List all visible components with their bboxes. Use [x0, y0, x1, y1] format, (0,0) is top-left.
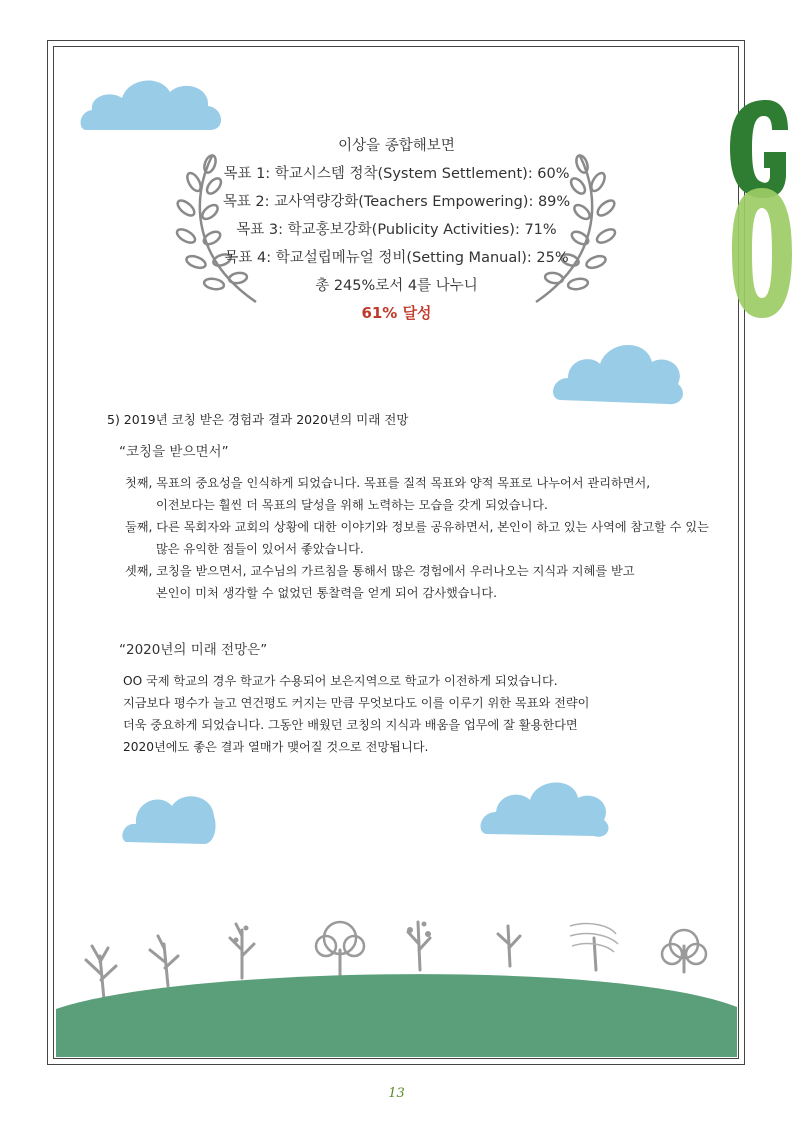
item-1-line-1: 첫째, 목표의 중요성을 인식하게 되었습니다. 목표를 질적 목표와 양적 목표로 나누어서 관리하면서,: [125, 476, 651, 490]
future-line-1: OO 국제 학교의 경우 학교가 수용되어 보은지역으로 학교가 이전하게 되었습니다.: [123, 674, 558, 688]
item-3-line-1: 셋째, 코칭을 받으면서, 교수님의 가르침을 통해서 많은 경험에서 우러나오는 지식과 지혜를 받고: [125, 564, 635, 578]
cloud-decoration: [78, 72, 228, 134]
future-line-3: 더욱 중요하게 되었습니다. 그동안 배웠던 코칭의 지식과 배움을 업무에 잘 활용한다면: [123, 718, 578, 732]
cloud-decoration: [550, 336, 686, 408]
page-number: 13: [388, 1086, 405, 1101]
quote-future: “2020년의 미래 전망은”: [119, 642, 268, 658]
summary-total: 총 245%로서 4를 나누니: [315, 278, 478, 294]
future-line-2: 지금보다 평수가 늘고 연건평도 커지는 만큼 무엇보다도 이를 이루기 위한 목표와 전략이: [123, 696, 590, 710]
quote-coaching: “코칭을 받으면서”: [119, 444, 229, 460]
achievement-result: 61% 달성: [361, 304, 432, 322]
goal-2: 목표 2: 교사역량강화(Teachers Empowering): 89%: [222, 194, 571, 210]
future-line-4: 2020년에도 좋은 결과 열매가 맺어질 것으로 전망됩니다.: [123, 740, 429, 754]
goal-3: 목표 3: 학교홍보강화(Publicity Activities): 71%: [236, 222, 557, 238]
green-hill: [56, 965, 737, 1057]
item-1-line-2: 이전보다는 훨씬 더 목표의 달성을 위해 노력하는 모습을 갖게 되었습니다.: [156, 498, 548, 512]
summary-intro: 이상을 종합해보면: [338, 138, 455, 154]
goal-4: 목표 4: 학교설립메뉴얼 정비(Setting Manual): 25%: [224, 250, 569, 266]
item-3-line-2: 본인이 미처 생각할 수 없었던 통찰력을 얻게 되어 감사했습니다.: [156, 586, 497, 600]
cloud-decoration: [478, 776, 612, 840]
goal-1: 목표 1: 학교시스템 정착(System Settlement): 60%: [223, 166, 570, 182]
item-2-line-1: 둘째, 다른 목회자와 교회의 상황에 대한 이야기와 정보를 공유하면서, 본인이 하고 있는 사역에 참고할 수 있는: [125, 520, 709, 534]
section-heading: 5) 2019년 코칭 받은 경험과 결과 2020년의 미래 전망: [107, 412, 409, 427]
item-2-line-2: 많은 유익한 점들이 있어서 좋았습니다.: [156, 542, 364, 556]
cloud-decoration: [120, 786, 218, 848]
